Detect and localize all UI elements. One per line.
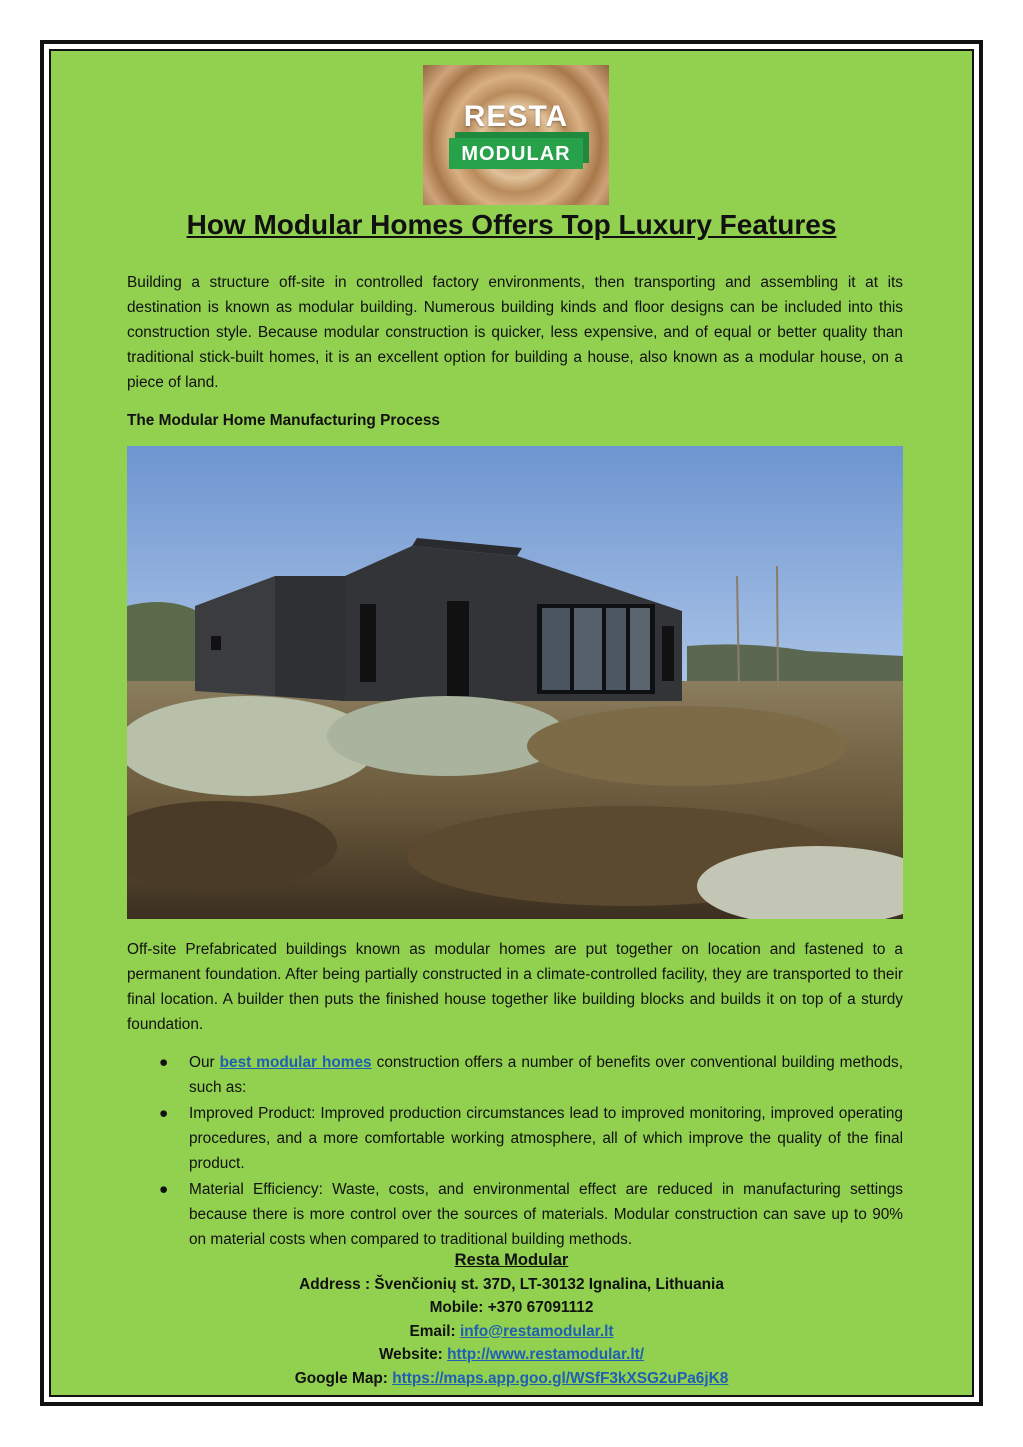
- list-item-prefix: Our: [189, 1054, 220, 1071]
- process-paragraph: Off-site Prefabricated buildings known as modular homes are put together on location and fastened to a permanent foundation. After being partially constructed in a climate-controlled facility, they are transported to their final location. A builder then puts the finished house together like building blocks and builds it on top of a sturdy foundation.: [127, 941, 903, 1033]
- list-item: [127, 1101, 903, 1176]
- best-modular-homes-link[interactable]: best modular homes: [219, 1054, 372, 1071]
- page-title: How Modular Homes Offers Top Luxury Features: [186, 209, 837, 240]
- list-item-text: Improved Product: Improved production circumstances lead to improved monitoring, improved operating procedures, and a more comfortable working atmosphere, all of which improve the quality of the final product.: [189, 1105, 903, 1172]
- page-frame: [40, 40, 983, 1406]
- benefits-list: [127, 1050, 903, 1253]
- page-content: [49, 49, 974, 1397]
- company-name: Resta Modular: [454, 1251, 569, 1269]
- website-line: [51, 1343, 972, 1367]
- list-item: [127, 1177, 903, 1252]
- map-label: Google Map:: [294, 1369, 393, 1387]
- section-heading: The Modular Home Manufacturing Process: [127, 412, 440, 429]
- house-illustration: [127, 446, 903, 919]
- website-label: Website:: [378, 1346, 448, 1363]
- bullet-icon: ●: [159, 1105, 169, 1122]
- website-link[interactable]: http://www.restamodular.lt/: [447, 1346, 645, 1363]
- email-label: Email:: [409, 1322, 460, 1340]
- resta-modular-logo: [423, 65, 609, 205]
- modular-house-photo: [127, 446, 903, 919]
- email-line: [51, 1320, 972, 1344]
- mobile-line: Mobile: +370 67091112: [429, 1299, 594, 1316]
- list-item: [127, 1050, 903, 1100]
- logo-text-bottom: MODULAR: [449, 138, 582, 169]
- logo-text-top: RESTA: [463, 99, 569, 133]
- email-link[interactable]: info@restamodular.lt: [459, 1322, 614, 1340]
- address-line: Address : Švenčionių st. 37D, LT-30132 Ignalina, Lithuania: [299, 1275, 724, 1293]
- bullet-icon: ●: [159, 1054, 169, 1071]
- contact-footer: [51, 1249, 972, 1390]
- google-map-link[interactable]: https://maps.app.goo.gl/WSfF3kXSG2uPa6jK8: [392, 1369, 729, 1387]
- bullet-icon: ●: [159, 1181, 169, 1198]
- map-line: [51, 1367, 972, 1391]
- list-item-text: Material Efficiency: Waste, costs, and environmental effect are reduced in manufacturing settings because there is more control over the sources of materials. Modular construction can save up to 90% on material costs when compared to traditional building methods.: [189, 1181, 903, 1248]
- intro-paragraph: Building a structure off-site in controlled factory environments, then transporting and assembling it at its destination is known as modular building. Numerous building kinds and floor designs can be included into this construction style. Because modular construction is quicker, less expensive, and of equal or better quality than traditional stick-built homes, it is an excellent option for building a house, also known as a modular house, on a piece of land.: [127, 274, 903, 391]
- list-item-suffix: construction offers a number of benefits over conventional building methods, such as:: [189, 1054, 903, 1096]
